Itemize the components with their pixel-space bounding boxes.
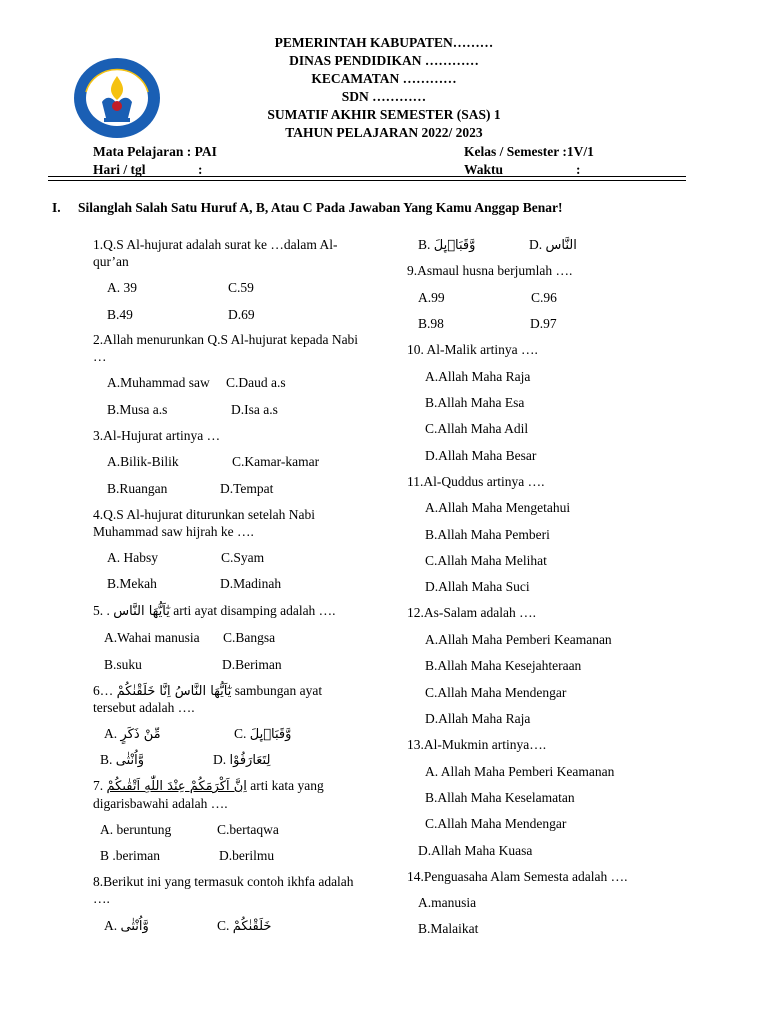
q6-option-a [104,725,161,743]
question-8: 8.Berikut ini yang termasuk contoh ikhfa adalah …. [93,874,354,906]
q8-option-c-arabic: خَلَقْنٰكُمْ [232,919,272,934]
q3-option-a: A.Bilik-Bilik [107,454,179,469]
q13-option-c: C.Allah Maha Mendengar [425,816,567,831]
q8-option-a [104,917,149,935]
question-7 [93,777,324,795]
q5-option-d: D.Beriman [222,657,282,672]
q5-option-b: B.suku [104,657,142,672]
question-2: 2.Allah menurunkan Q.S Al-hujurat kepada Nabi … [93,332,359,364]
header-divider-top [48,176,686,177]
q11-option-a: A.Allah Maha Mengetahui [425,500,571,515]
q8-option-a-letter: A. [104,918,118,933]
header-line-2: DINAS PENDIDIKAN ………… [289,53,479,68]
question-4: 4.Q.S Al-hujurat diturunkan setelah Nabi Muhammad saw hijrah ke …. [93,507,315,539]
q7-text: arti kata yang [250,778,324,793]
question-14: 14.Penguasaha Alam Semesta adalah …. [407,869,628,884]
instruction-text: Silanglah Salah Satu Huruf A, B, Atau C Pada Jawaban Yang Kamu Anggap Benar! [78,200,563,215]
question-13: 13.Al-Mukmin artinya…. [407,737,547,752]
q6-option-c-letter: C. [234,726,247,741]
q3-option-b: B.Ruangan [107,481,168,496]
q13-option-b: B.Allah Maha Keselamatan [425,790,575,805]
q10-option-a: A.Allah Maha Raja [425,369,531,384]
question-10: 10. Al-Malik artinya …. [407,342,538,357]
q11-option-c: C.Allah Maha Melihat [425,553,547,568]
q6-option-b-letter: B. [100,752,113,767]
header-line-4: SDN ………… [341,89,427,104]
header-line-5: SUMATIF AKHIR SEMESTER (SAS) 1 [267,107,501,122]
q6-option-a-arabic: مِّنْ ذَكَرٍ [120,727,161,742]
question-1: 1.Q.S Al-hujurat adalah surat ke …dalam Al-qur’an [93,237,338,269]
q12-option-b: B.Allah Maha Kesejahteraan [425,658,582,673]
kelas-label: Kelas / Semester :1V/1 [464,144,594,159]
waktu-colon: : [576,162,581,177]
q6-option-c [234,725,291,743]
q6-number: 6… [93,683,114,698]
header-line-1: PEMERINTAH KABUPATEN……… [274,35,494,50]
q7-arabic: اِنَّ اَكْرَمَكُمْ عِنْدَ اللّٰهِ اَتْقٰىكُمْ [106,779,247,794]
q6-text: sambungan ayat [234,683,323,698]
q5-arabic: يٰٓاَيُّهَا النَّاس [113,604,170,619]
q6-option-b-arabic: وَّاُنْثٰى [115,753,145,768]
hari-colon: : [198,162,203,177]
q8-option-a-arabic: وَّاُنْثٰى [120,919,149,934]
question-5 [93,602,336,620]
q3-option-c: C.Kamar-kamar [232,454,320,469]
question-12: 12.As-Salam adalah …. [407,605,536,620]
q6-option-d-letter: D. [213,752,227,767]
question-3: 3.Al-Hujurat artinya … [93,428,221,443]
q7-text-line-2: digarisbawahi adalah …. [93,796,228,811]
q1-option-b: B.49 [107,307,133,322]
header-line-3: KECAMATAN ………… [311,71,457,86]
q12-option-d: D.Allah Maha Raja [425,711,531,726]
q2-option-a: A.Muhammad saw [107,375,210,390]
q11-option-d: D.Allah Maha Suci [425,579,530,594]
question-11: 11.Al-Quddus artinya …. [407,474,545,489]
q8-option-c [217,917,271,935]
q7-option-c: C.bertaqwa [217,822,279,837]
q4-option-d: D.Madinah [220,576,282,591]
q10-option-b: B.Allah Maha Esa [425,395,525,410]
q5-number: 5. . [93,603,110,618]
waktu-label: Waktu [464,162,504,177]
q2-option-d: D.Isa a.s [231,402,278,417]
q12-option-a: A.Allah Maha Pemberi Keamanan [425,632,612,647]
q8-option-b-letter: B. [418,237,431,252]
q2-option-b: B.Musa a.s [107,402,168,417]
q13-option-d: D.Allah Maha Kuasa [418,843,533,858]
q5-text: arti ayat disamping adalah …. [173,603,336,618]
q13-option-a: A. Allah Maha Pemberi Keamanan [425,764,615,779]
q2-option-c: C.Daud a.s [226,375,286,390]
q7-option-a: A. beruntung [100,822,172,837]
q7-option-d: D.berilmu [219,848,275,863]
q10-option-c: C.Allah Maha Adil [425,421,529,436]
q11-option-b: B.Allah Maha Pemberi [425,527,550,542]
mapel-label: Mata Pelajaran : PAI [93,144,217,159]
q6-text-line-2: tersebut adalah …. [93,700,195,715]
q1-option-a: A. 39 [107,280,137,295]
q8-option-b [418,236,475,254]
header-line-6: TAHUN PELAJARAN 2022/ 2023 [285,125,483,140]
q9-option-a: A.99 [418,290,445,305]
q6-option-b [100,751,144,769]
q6-arabic: يٰٓاَيُّهَا النَّاسُ اِنَّا خَلَقْنٰكُمْ [116,684,232,699]
q8-option-d-letter: D. [529,237,543,252]
q6-option-d-arabic: لِتَعَارَفُوْا [229,753,271,768]
q8-option-d-arabic: النَّاس [545,238,577,253]
q7-option-b: B .beriman [100,848,160,863]
q8-option-d [529,236,577,254]
instruction-number: I. [52,200,61,215]
q6-option-d [213,751,270,769]
q5-option-a: A.Wahai manusia [104,630,200,645]
q4-option-c: C.Syam [221,550,265,565]
q4-option-a: A. Habsy [107,550,158,565]
q8-option-b-arabic: وَّقَبَاۤىِٕلَ [433,238,476,253]
hari-label: Hari / tgl [93,162,146,177]
q4-option-b: B.Mekah [107,576,157,591]
q3-option-d: D.Tempat [220,481,274,496]
q14-option-a: A.manusia [418,895,477,910]
question-6 [93,682,322,700]
q9-option-c: C.96 [531,290,557,305]
q9-option-d: D.97 [530,316,557,331]
q1-option-c: C.59 [228,280,254,295]
q6-option-a-letter: A. [104,726,118,741]
header-divider-bottom [48,180,686,181]
q10-option-d: D.Allah Maha Besar [425,448,537,463]
q9-option-b: B.98 [418,316,444,331]
q5-option-c: C.Bangsa [223,630,276,645]
q12-option-c: C.Allah Maha Mendengar [425,685,567,700]
q7-number: 7. [93,778,104,793]
question-9: 9.Asmaul husna berjumlah …. [407,263,573,278]
q8-option-c-letter: C. [217,918,230,933]
q14-option-b: B.Malaikat [418,921,479,936]
q6-option-c-arabic: وَّقَبَاۤىِٕلَ [249,727,292,742]
q1-option-d: D.69 [228,307,255,322]
